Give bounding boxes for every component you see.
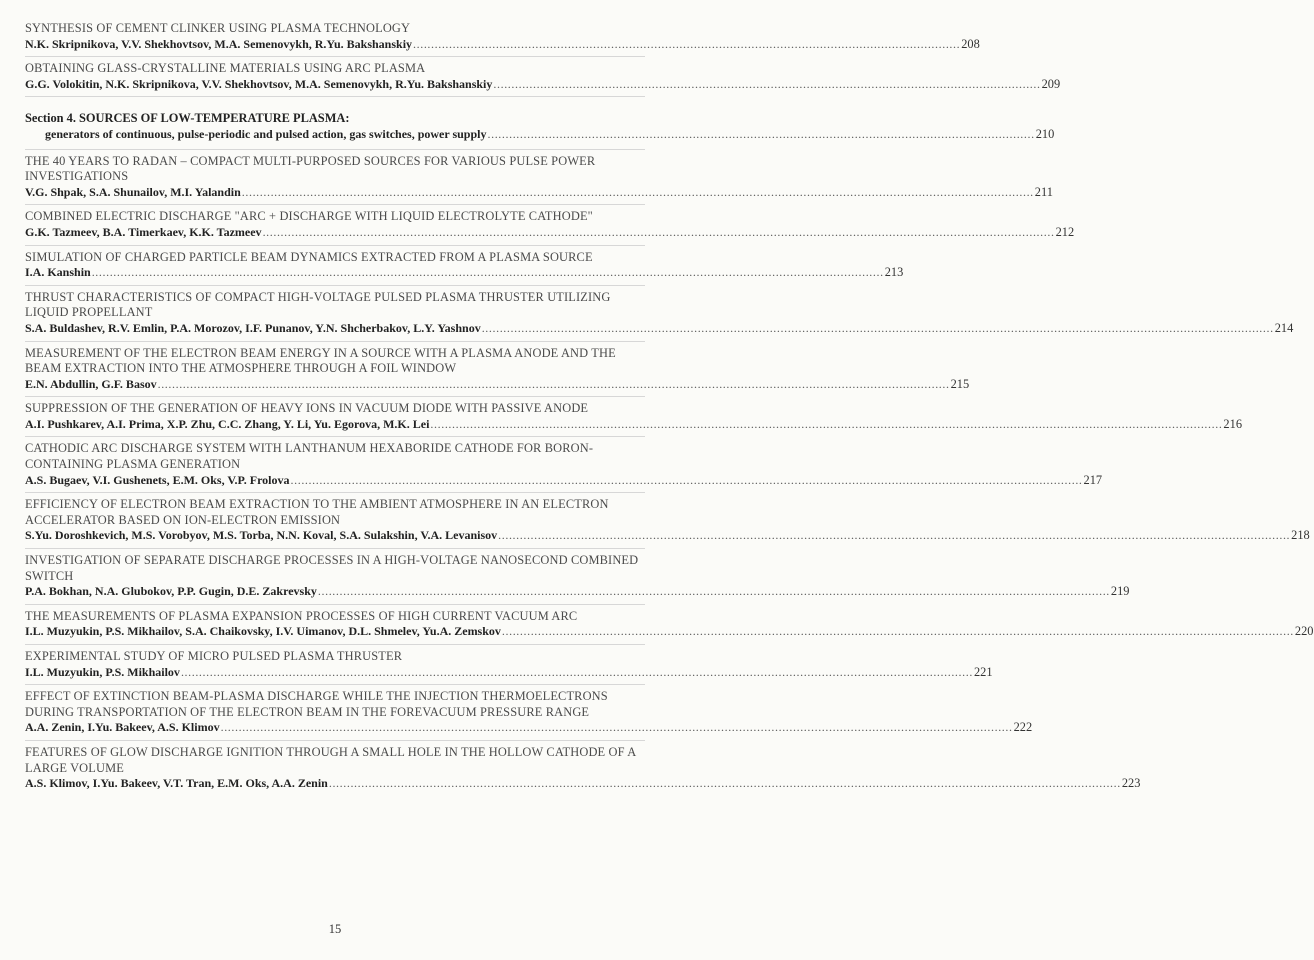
page-ref: 223: [1121, 776, 1141, 791]
paper-authors: E.N. Abdullin, G.F. Basov: [25, 376, 157, 391]
leader-dots: ........................................................................................................................................................: [413, 36, 961, 51]
toc-entry: [25, 548, 1130, 604]
toc-entry: [25, 644, 993, 684]
toc-entry: [25, 740, 1141, 796]
paper-authors: S.Yu. Doroshkevich, M.S. Vorobyov, M.S. Torba, N.N. Koval, S.A. Sulakshin, V.A. Levanisov: [25, 528, 498, 543]
page-ref: 219: [1110, 584, 1130, 599]
leader-dots: ............................................................................................................................................................................................................................: [91, 265, 884, 280]
page-ref: 216: [1223, 416, 1243, 431]
paper-authors: G.K. Tazmeev, B.A. Timerkaev, K.K. Tazmeev: [25, 224, 262, 239]
toc-entry: [25, 604, 1314, 644]
paper-authors: A.A. Zenin, I.Yu. Bakeev, A.S. Klimov: [25, 720, 220, 735]
paper-authors: G.G. Volokitin, N.K. Skripnikova, V.V. Shekhovtsov, M.A. Semenovykh, R.Yu. Bakshanskiy: [25, 76, 493, 91]
author-line: [25, 76, 1061, 93]
author-line: [25, 36, 980, 53]
section-subheading-line: [25, 126, 1055, 143]
paper-authors: P.A. Bokhan, N.A. Glubokov, P.P. Gugin, D.E. Zakrevsky: [25, 584, 317, 599]
page-ref: 212: [1055, 224, 1075, 239]
toc-entry: [25, 21, 980, 56]
paper-title: OBTAINING GLASS-CRYSTALLINE MATERIALS USING ARC PLASMA: [25, 61, 426, 76]
paper-title: SYNTHESIS OF CEMENT CLINKER USING PLASMA TECHNOLOGY: [25, 21, 411, 35]
paper-authors: S.A. Buldashev, R.V. Emlin, P.A. Morozov, I.F. Punanov, Y.N. Shcherbakov, L.Y. Yashnov: [25, 320, 481, 335]
toc-entry: [25, 245, 904, 285]
toc-entry: [25, 396, 1243, 436]
paper-title: INVESTIGATION OF SEPARATE DISCHARGE PROCESSES IN A HIGH-VOLTAGE NANOSECOND COMBINED SWITCH: [25, 553, 639, 583]
section-subheading: generators of continuous, pulse-periodic and pulsed action, gas switches, power supply: [45, 126, 487, 141]
author-line: [25, 376, 970, 393]
leader-dots: ............................................................................................................................................................................................................................: [328, 776, 1121, 791]
page-ref: 210: [1035, 126, 1055, 141]
leader-dots: ............................................................................................................................................................................................................................: [317, 584, 1110, 599]
leader-dots: ............................................................................................................................................................................................................................: [241, 184, 1034, 199]
page-ref: 218: [1291, 528, 1310, 543]
author-line: [25, 224, 1075, 241]
page-number: 15: [328, 922, 342, 936]
leader-dots: ............................................................................................................................................................................................................................: [481, 320, 1274, 335]
paper-title: SUPPRESSION OF THE GENERATION OF HEAVY IONS IN VACUUM DIODE WITH PASSIVE ANODE: [25, 401, 589, 416]
paper-title: SIMULATION OF CHARGED PARTICLE BEAM DYNAMICS EXTRACTED FROM A PLASMA SOURCE: [25, 249, 593, 264]
leader-dots: ........................................................................................................................................................: [487, 126, 1035, 141]
toc-entry: [25, 436, 1103, 492]
author-line: [25, 776, 1141, 792]
author-line: [25, 584, 1130, 600]
section-entries: [25, 149, 1314, 796]
paper-authors: A.I. Pushkarev, A.I. Prima, X.P. Zhu, C.C. Zhang, Y. Li, Yu. Egorova, M.K. Lei: [25, 416, 430, 431]
author-line: [25, 528, 1310, 544]
paper-title: FEATURES OF GLOW DISCHARGE IGNITION THROUGH A SMALL HOLE IN THE HOLLOW CATHODE OF A LARGE VOLUME: [25, 744, 636, 775]
page-ref: 214: [1274, 320, 1294, 335]
leader-dots: ............................................................................................................................................................................................................................: [157, 376, 950, 391]
paper-title: EFFICIENCY OF ELECTRON BEAM EXTRACTION TO THE AMBIENT ATMOSPHERE IN AN ELECTRON ACCELERATOR BASED ON ION-ELECTRON EMISSION: [25, 497, 609, 527]
author-line: [25, 720, 1033, 736]
paper-authors: I.A. Kanshin: [25, 265, 91, 280]
leader-dots: ............................................................................................................................................................................................................................: [180, 664, 973, 679]
author-line: [25, 265, 904, 281]
paper-authors: A.S. Bugaev, V.I. Gushenets, E.M. Oks, V.P. Frolova: [25, 472, 290, 487]
paper-title: THE 40 YEARS TO RADAN – COMPACT MULTI-PURPOSED SOURCES FOR VARIOUS PULSE POWER INVESTIGATIONS: [25, 153, 596, 184]
paper-title: THRUST CHARACTERISTICS OF COMPACT HIGH-VOLTAGE PULSED PLASMA THRUSTER UTILIZING LIQUID PROPELLANT: [25, 289, 611, 320]
page-ref: 209: [1041, 76, 1061, 91]
author-line: [25, 416, 1243, 433]
section-heading: Section 4. SOURCES OF LOW-TEMPERATURE PLASMA:: [25, 111, 350, 126]
toc-entry: [25, 285, 1294, 341]
paper-authors: A.S. Klimov, I.Yu. Bakeev, V.T. Tran, E.M. Oks, A.A. Zenin: [25, 776, 328, 791]
paper-authors: I.L. Muzyukin, P.S. Mikhailov: [25, 664, 180, 679]
author-line: [25, 472, 1103, 489]
leader-dots: ............................................................................................................................................................................................................................: [430, 416, 1223, 431]
author-line: [25, 184, 1053, 201]
leader-dots: ............................................................................................................................................................................................................................: [501, 624, 1294, 639]
author-line: [25, 624, 1314, 640]
paper-title: EFFECT OF EXTINCTION BEAM-PLASMA DISCHARGE WHILE THE INJECTION THERMOELECTRONS DURING TRANSPORTATION OF THE ELECTRON BEAM IN THE FOREVACUUM PRESSURE RANGE: [25, 689, 608, 719]
leader-dots: ........................................................................................................................................................: [493, 76, 1041, 91]
paper-title: CATHODIC ARC DISCHARGE SYSTEM WITH LANTHANUM HEXABORIDE CATHODE FOR BORON-CONTAINING PLASMA GENERATION: [25, 441, 594, 472]
paper-authors: I.L. Muzyukin, P.S. Mikhailov, S.A. Chaikovsky, I.V. Uimanov, D.L. Shmelev, Yu.A. Zemskov: [25, 624, 501, 639]
toc-entry: [25, 492, 1310, 548]
toc-entry: [25, 341, 970, 397]
toc-entry: [25, 56, 1061, 96]
paper-title: COMBINED ELECTRIC DISCHARGE "ARC + DISCHARGE WITH LIQUID ELECTROLYTE CATHODE": [25, 209, 593, 224]
section-heading-block: [25, 96, 1055, 148]
page-ref: 213: [884, 265, 904, 280]
page-ref: 208: [961, 36, 980, 51]
page-ref: 215: [950, 376, 970, 391]
page-ref: 220: [1294, 624, 1314, 639]
page-ref: 222: [1013, 720, 1033, 735]
author-line: [25, 664, 993, 681]
table-of-contents: [25, 21, 1314, 796]
page-ref: 217: [1083, 472, 1103, 487]
author-line: [25, 320, 1294, 337]
page-ref: 221: [973, 664, 993, 679]
paper-title: MEASUREMENT OF THE ELECTRON BEAM ENERGY IN A SOURCE WITH A PLASMA ANODE AND THE BEAM EXTRACTION INTO THE ATMOSPHERE THROUGH A FOIL WINDOW: [25, 345, 616, 376]
leader-dots: ............................................................................................................................................................................................................................: [290, 472, 1083, 487]
leader-dots: ............................................................................................................................................................................................................................: [262, 224, 1055, 239]
toc-entry: [25, 204, 1075, 244]
paper-authors: V.G. Shpak, S.A. Shunailov, M.I. Yalandin: [25, 184, 241, 199]
toc-entry: [25, 149, 1053, 205]
leader-dots: ............................................................................................................................................................................................................................: [220, 720, 1013, 735]
toc-entry: [25, 684, 1033, 740]
paper-title: EXPERIMENTAL STUDY OF MICRO PULSED PLASMA THRUSTER: [25, 649, 403, 663]
paper-authors: N.K. Skripnikova, V.V. Shekhovtsov, M.A. Semenovykh, R.Yu. Bakshanskiy: [25, 36, 413, 51]
page-ref: 211: [1034, 184, 1053, 199]
paper-title: THE MEASUREMENTS OF PLASMA EXPANSION PROCESSES OF HIGH CURRENT VACUUM ARC: [25, 608, 578, 623]
leader-dots: ............................................................................................................................................................................................................................: [498, 528, 1291, 543]
